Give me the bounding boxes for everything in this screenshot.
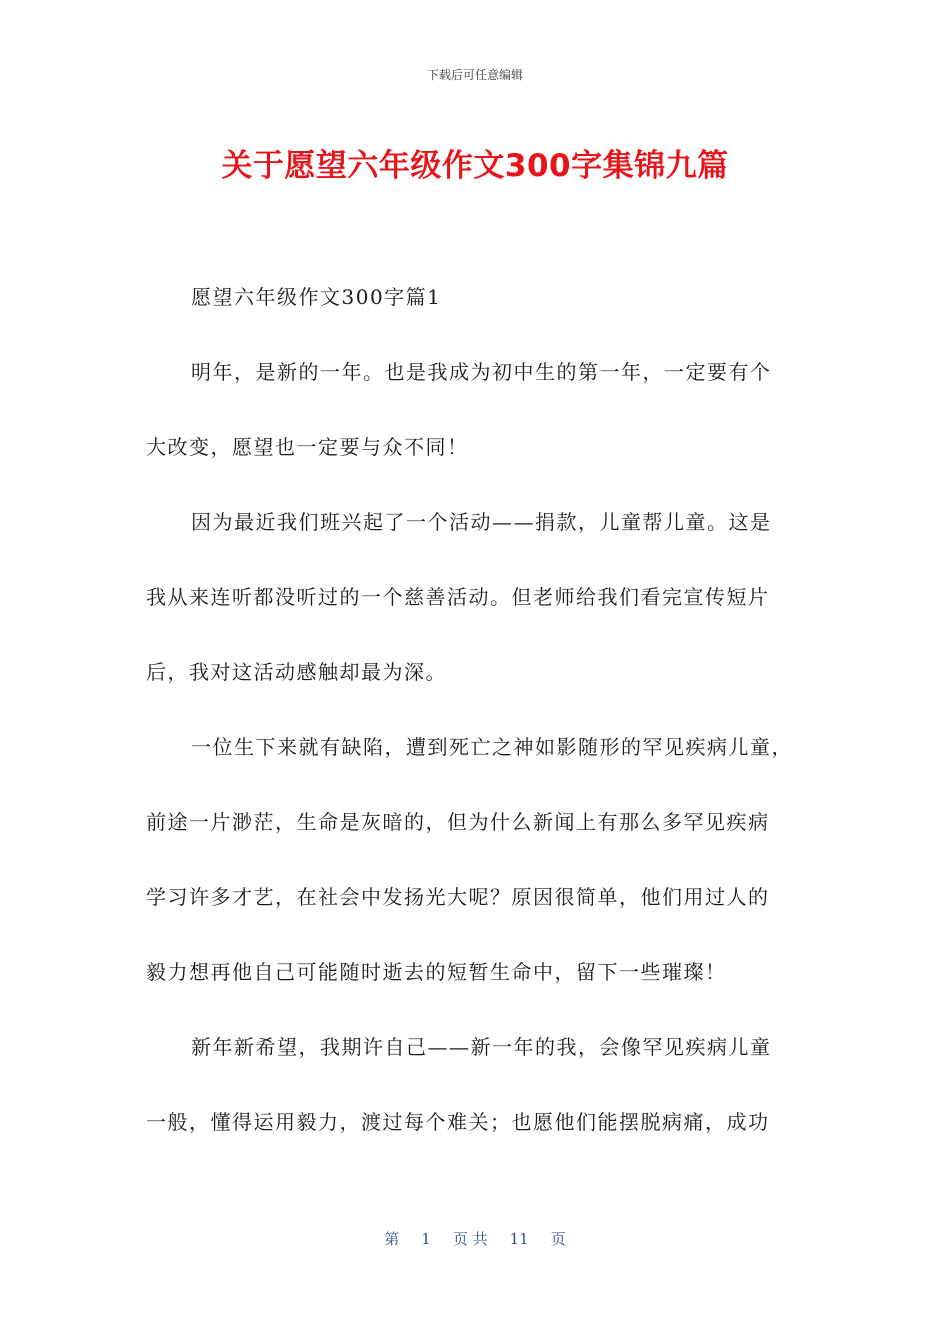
footer-page-prefix: 第: [384, 1230, 400, 1248]
paragraph-line: 因为最近我们班兴起了一个活动——捐款，儿童帮儿童。这是: [191, 510, 772, 534]
footer-page-suffix: 页: [550, 1230, 566, 1248]
paragraph-line: 一位生下来就有缺陷，遭到死亡之神如影随形的罕见疾病儿童，: [191, 735, 793, 759]
header-note: 下载后可任意编辑: [426, 68, 523, 82]
paragraph-line: 一般，懂得运用毅力，渡过每个难关；也愿他们能摆脱病痛，成功: [146, 1110, 770, 1134]
paragraph-line: 我从来连听都没听过的一个慈善活动。但老师给我们看完宣传短片: [146, 585, 770, 609]
paragraph-line: 新年新希望，我期许自己——新一年的我，会像罕见疾病儿童: [191, 1035, 772, 1059]
paragraph-line: 后，我对这活动感触却最为深。: [146, 660, 447, 684]
paragraph-line: 大改变，愿望也一定要与众不同！: [146, 435, 469, 459]
footer-page-mid: 页 共: [452, 1230, 488, 1248]
document-body: [146, 276, 806, 1176]
paragraph-line: 学习许多才艺，在社会中发扬光大呢？原因很简单，他们用过人的: [146, 885, 770, 909]
footer-total-pages: 11: [509, 1230, 529, 1248]
paragraph-line: 明年，是新的一年。也是我成为初中生的第一年，一定要有个: [191, 360, 772, 384]
document-title: 关于愿望六年级作文300字集锦九篇: [221, 148, 729, 184]
paragraph-line: 前途一片渺茫，生命是灰暗的，但为什么新闻上有那么多罕见疾病: [146, 810, 770, 834]
page-footer: [0, 1228, 950, 1249]
paragraph-line: 毅力想再他自己可能随时逝去的短暂生命中，留下一些璀璨！: [146, 960, 727, 984]
paragraph-line: 愿望六年级作文300字篇1: [191, 285, 442, 309]
footer-current-page: 1: [421, 1230, 431, 1248]
